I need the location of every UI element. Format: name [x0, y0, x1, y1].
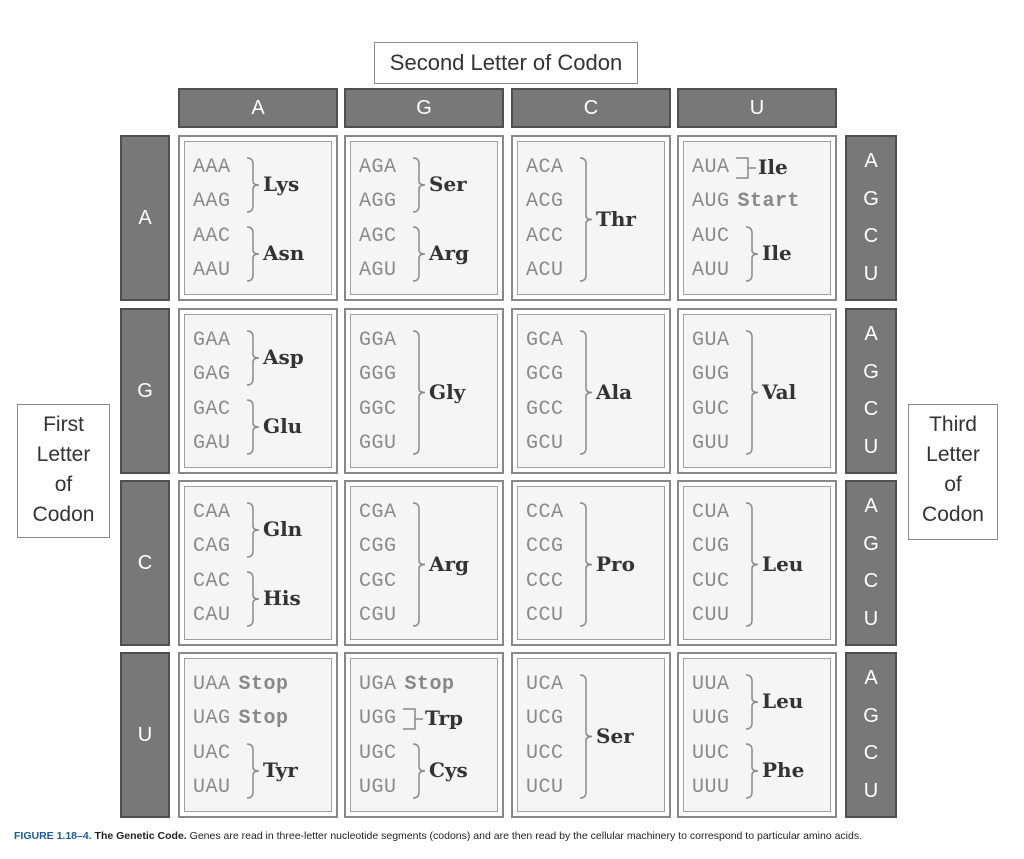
codon-cell — [677, 480, 837, 646]
codon-cell-inner — [184, 314, 332, 468]
codon-cell — [677, 652, 837, 818]
codon-line — [359, 673, 455, 696]
second-letter-header: A — [178, 88, 338, 128]
codon-triplet: CAA — [193, 501, 231, 524]
codon-triplet: CAU — [193, 604, 231, 627]
codon-line — [193, 329, 231, 352]
codon-line — [526, 363, 564, 386]
codon-bracket — [247, 158, 259, 212]
codon-bracket — [247, 503, 259, 557]
codon-triplet: GGG — [359, 363, 397, 386]
amino-acid-label: Gly — [429, 379, 466, 404]
codon-signal-label: Stop — [404, 673, 455, 696]
codon-bracket — [413, 227, 425, 281]
codon-line — [359, 225, 397, 248]
third-letter-base: G — [863, 704, 879, 727]
codon-line — [692, 535, 730, 558]
first-label-line: of — [54, 473, 73, 496]
third-letter-base: G — [863, 360, 879, 383]
codon-triplet: AGC — [359, 225, 397, 248]
first-label-line: First — [43, 413, 84, 436]
codon-line — [193, 501, 231, 524]
codon-triplet: UAG — [193, 707, 231, 730]
amino-acid-label: Arg — [429, 551, 470, 576]
codon-line — [193, 259, 231, 282]
codon-line — [526, 535, 564, 558]
codon-bracket — [746, 227, 758, 281]
amino-acid-label: Ile — [758, 155, 788, 179]
amino-acid-label: Glu — [263, 414, 303, 438]
codon-triplet: GGA — [359, 329, 397, 352]
amino-acid-label: Ala — [596, 379, 633, 404]
caption-figure-number: FIGURE 1.18–4. — [14, 830, 92, 842]
amino-acid-label: Gln — [263, 517, 303, 541]
codon-bracket — [580, 675, 592, 798]
codon-line — [359, 432, 397, 455]
codon-line — [692, 398, 730, 421]
codon-line — [526, 190, 564, 213]
codon-signal-label: Start — [737, 190, 801, 213]
third-letter-column — [845, 308, 897, 474]
codon-triplet: UCG — [526, 707, 564, 730]
codon-triplet: GUU — [692, 432, 730, 455]
codon-line — [692, 501, 730, 524]
codon-triplet: UCC — [526, 742, 564, 765]
codon-line — [193, 604, 231, 627]
codon-line — [359, 570, 397, 593]
codon-line — [526, 225, 564, 248]
codon-triplet: GGU — [359, 432, 397, 455]
codon-bracket — [247, 227, 259, 281]
codon-triplet: GAU — [193, 432, 231, 455]
codon-triplet: UUC — [692, 742, 730, 765]
codon-line — [692, 570, 730, 593]
codon-cell-inner — [683, 314, 831, 468]
first-letter-header: U — [120, 652, 170, 818]
codon-cell-inner — [350, 141, 498, 295]
codon-line — [193, 776, 231, 799]
amino-acid-label: Leu — [762, 689, 804, 713]
codon-cell — [511, 652, 671, 818]
third-letter-column — [845, 480, 897, 646]
codon-cell — [178, 652, 338, 818]
codon-bracket — [413, 503, 425, 626]
third-letter-base: U — [863, 435, 879, 458]
codon-cell — [344, 135, 504, 301]
codon-line — [359, 707, 397, 730]
figure-caption — [14, 830, 862, 842]
codon-bracket — [403, 709, 423, 729]
codon-triplet: UUG — [692, 707, 730, 730]
codon-triplet: UUA — [692, 673, 730, 696]
codon-line — [193, 432, 231, 455]
first-letter-header: A — [120, 135, 170, 301]
codon-cell — [178, 135, 338, 301]
codon-line — [526, 604, 564, 627]
first-letter-label — [17, 404, 110, 538]
codon-line — [193, 363, 231, 386]
codon-line — [359, 604, 397, 627]
codon-triplet: GCC — [526, 398, 564, 421]
codon-triplet: AUG — [692, 190, 730, 213]
codon-triplet: AAU — [193, 259, 231, 282]
codon-cell-inner — [683, 486, 831, 640]
codon-line — [193, 190, 231, 213]
codon-bracket — [580, 331, 592, 454]
codon-line — [526, 398, 564, 421]
codon-triplet: UGA — [359, 673, 397, 696]
codon-cell — [511, 308, 671, 474]
codon-triplet: UAA — [193, 673, 231, 696]
codon-line — [692, 259, 730, 282]
codon-line — [692, 604, 730, 627]
codon-triplet: CAG — [193, 535, 231, 558]
amino-acid-label: Arg — [429, 241, 470, 265]
codon-line — [526, 329, 564, 352]
codon-triplet: CGG — [359, 535, 397, 558]
codon-line — [193, 398, 231, 421]
codon-triplet: AAC — [193, 225, 231, 248]
third-letter-label — [908, 404, 998, 540]
codon-triplet: ACG — [526, 190, 564, 213]
codon-triplet: UGG — [359, 707, 397, 730]
codon-triplet: CGU — [359, 604, 397, 627]
codon-line — [526, 673, 564, 696]
codon-cell-inner — [184, 658, 332, 812]
amino-acid-label: Pro — [596, 551, 635, 576]
codon-triplet: GAC — [193, 398, 231, 421]
amino-acid-label: His — [263, 586, 301, 610]
codon-triplet: AUU — [692, 259, 730, 282]
codon-bracket — [247, 400, 259, 454]
codon-line — [193, 570, 231, 593]
second-letter-header: U — [677, 88, 837, 128]
caption-title: The Genetic Code. — [94, 830, 187, 842]
codon-triplet: CUA — [692, 501, 730, 524]
amino-acid-label: Phe — [762, 758, 805, 782]
codon-triplet: GUC — [692, 398, 730, 421]
codon-line — [359, 535, 397, 558]
third-letter-column — [845, 652, 897, 818]
third-label-line: Third — [929, 413, 977, 436]
codon-line — [193, 742, 231, 765]
codon-signal-label: Stop — [238, 707, 289, 730]
codon-triplet: AUA — [692, 156, 730, 179]
codon-triplet: CUG — [692, 535, 730, 558]
codon-line — [359, 501, 397, 524]
codon-triplet: GUG — [692, 363, 730, 386]
codon-line — [359, 259, 397, 282]
codon-triplet: GAG — [193, 363, 231, 386]
codon-line — [526, 707, 564, 730]
amino-acid-label: Trp — [425, 706, 463, 730]
codon-triplet: AGU — [359, 259, 397, 282]
codon-line — [526, 776, 564, 799]
first-label-line: Letter — [36, 443, 91, 466]
codon-triplet: UAU — [193, 776, 231, 799]
codon-triplet: CCA — [526, 501, 564, 524]
codon-cell — [677, 308, 837, 474]
third-letter-base: C — [863, 570, 879, 593]
codon-line — [692, 363, 730, 386]
third-letter-base: A — [864, 667, 878, 690]
codon-line — [359, 776, 397, 799]
codon-bracket — [746, 675, 758, 729]
codon-line — [359, 398, 397, 421]
codon-triplet: CAC — [193, 570, 231, 593]
codon-line — [193, 225, 231, 248]
first-label-line: Codon — [32, 503, 95, 526]
codon-triplet: AAG — [193, 190, 231, 213]
third-letter-base: C — [863, 742, 879, 765]
codon-bracket — [247, 744, 259, 798]
codon-triplet: GCG — [526, 363, 564, 386]
codon-line — [526, 156, 564, 179]
codon-line — [526, 259, 564, 282]
codon-cell — [511, 480, 671, 646]
second-letter-header: G — [344, 88, 504, 128]
amino-acid-label: Asp — [263, 345, 304, 369]
codon-cell-inner — [517, 314, 665, 468]
codon-cell-inner — [184, 486, 332, 640]
codon-triplet: CCG — [526, 535, 564, 558]
codon-bracket — [247, 331, 259, 385]
second-letter-header: C — [511, 88, 671, 128]
codon-line — [193, 673, 289, 696]
amino-acid-label: Asn — [263, 241, 305, 265]
codon-line — [359, 156, 397, 179]
codon-cell-inner — [683, 141, 831, 295]
third-letter-base: A — [864, 323, 878, 346]
codon-line — [692, 190, 800, 213]
codon-triplet: ACC — [526, 225, 564, 248]
third-label-line: Letter — [926, 443, 980, 466]
codon-triplet: GUA — [692, 329, 730, 352]
codon-cell — [344, 480, 504, 646]
codon-triplet: CGA — [359, 501, 397, 524]
codon-triplet: AGG — [359, 190, 397, 213]
codon-cell-inner — [683, 658, 831, 812]
codon-triplet: CUC — [692, 570, 730, 593]
third-letter-base: C — [863, 225, 879, 248]
codon-triplet: UCA — [526, 673, 564, 696]
codon-bracket — [746, 744, 758, 798]
codon-cell-inner — [350, 658, 498, 812]
codon-triplet: UAC — [193, 742, 231, 765]
amino-acid-label: Lys — [263, 172, 300, 196]
codon-triplet: AGA — [359, 156, 397, 179]
codon-bracket — [580, 158, 592, 281]
codon-triplet: GCA — [526, 329, 564, 352]
codon-triplet: UGC — [359, 742, 397, 765]
third-letter-base: A — [864, 495, 878, 518]
codon-line — [359, 190, 397, 213]
codon-line — [193, 156, 231, 179]
codon-cell — [344, 308, 504, 474]
codon-line — [692, 673, 730, 696]
codon-line — [359, 742, 397, 765]
codon-triplet: UGU — [359, 776, 397, 799]
codon-line — [692, 776, 730, 799]
codon-bracket — [413, 158, 425, 212]
codon-line — [526, 432, 564, 455]
codon-line — [193, 707, 289, 730]
codon-triplet: CUU — [692, 604, 730, 627]
codon-cell — [677, 135, 837, 301]
codon-bracket — [746, 331, 758, 454]
codon-cell — [344, 652, 504, 818]
codon-triplet: CCU — [526, 604, 564, 627]
codon-line — [692, 742, 730, 765]
codon-bracket — [746, 503, 758, 626]
third-label-line: of — [944, 473, 962, 496]
third-letter-base: U — [863, 262, 879, 285]
amino-acid-label: Cys — [429, 758, 468, 782]
codon-signal-label: Stop — [238, 673, 289, 696]
codon-cell — [178, 480, 338, 646]
codon-cell-inner — [184, 141, 332, 295]
codon-line — [359, 329, 397, 352]
third-letter-base: U — [863, 779, 879, 802]
codon-triplet: GCU — [526, 432, 564, 455]
first-letter-header: G — [120, 308, 170, 474]
codon-triplet: AUC — [692, 225, 730, 248]
codon-line — [526, 742, 564, 765]
amino-acid-label: Thr — [596, 206, 636, 231]
codon-bracket — [580, 503, 592, 626]
third-letter-column — [845, 135, 897, 301]
codon-line — [193, 535, 231, 558]
first-letter-header: C — [120, 480, 170, 646]
third-letter-base: G — [863, 187, 879, 210]
codon-triplet: CCC — [526, 570, 564, 593]
codon-line — [526, 570, 564, 593]
codon-cell-inner — [517, 486, 665, 640]
third-label-line: Codon — [922, 503, 984, 526]
third-letter-base: C — [863, 398, 879, 421]
codon-triplet: ACA — [526, 156, 564, 179]
codon-line — [526, 501, 564, 524]
codon-bracket — [413, 744, 425, 798]
codon-triplet: UCU — [526, 776, 564, 799]
codon-line — [359, 363, 397, 386]
codon-triplet: AAA — [193, 156, 231, 179]
amino-acid-label: Tyr — [263, 758, 298, 782]
third-letter-base: A — [864, 150, 878, 173]
amino-acid-label: Ile — [762, 241, 792, 265]
codon-cell-inner — [350, 314, 498, 468]
codon-bracket — [736, 158, 756, 178]
amino-acid-label: Val — [762, 379, 797, 404]
amino-acid-label: Ser — [596, 723, 634, 748]
codon-cell-inner — [517, 658, 665, 812]
codon-line — [692, 432, 730, 455]
codon-line — [692, 156, 730, 179]
codon-cell — [178, 308, 338, 474]
amino-acid-label: Leu — [762, 551, 804, 576]
codon-bracket — [413, 331, 425, 454]
caption-text: Genes are read in three-letter nucleotide segments (codons) and are then read by the cellular machinery to correspond to particular amino acids. — [189, 830, 863, 842]
second-letter-label: Second Letter of Codon — [374, 42, 638, 84]
codon-triplet: ACU — [526, 259, 564, 282]
codon-cell — [511, 135, 671, 301]
codon-cell-inner — [350, 486, 498, 640]
codon-triplet: CGC — [359, 570, 397, 593]
codon-bracket — [247, 572, 259, 626]
third-letter-base: G — [863, 532, 879, 555]
codon-line — [692, 329, 730, 352]
codon-cell-inner — [517, 141, 665, 295]
amino-acid-label: Ser — [429, 172, 467, 196]
codon-line — [692, 707, 730, 730]
codon-triplet: GGC — [359, 398, 397, 421]
codon-triplet: UUU — [692, 776, 730, 799]
codon-triplet: GAA — [193, 329, 231, 352]
third-letter-base: U — [863, 607, 879, 630]
codon-line — [692, 225, 730, 248]
